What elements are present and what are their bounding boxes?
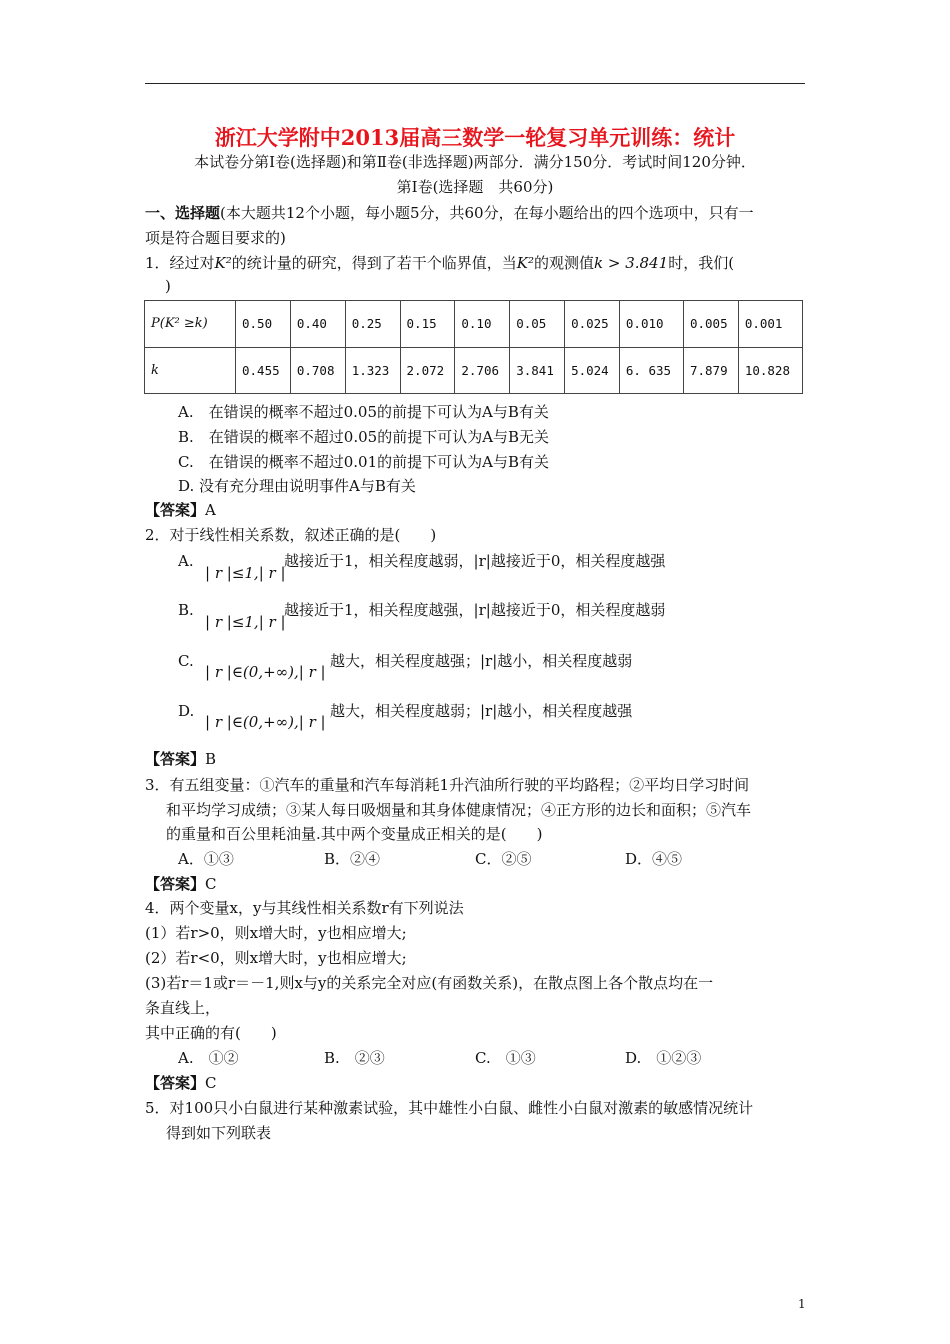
part1-lead: 一、选择题	[145, 204, 221, 222]
answer-value: C	[205, 875, 217, 893]
q1-answer	[145, 500, 216, 520]
section-header: 第Ⅰ卷(选择题 共60分)	[396, 178, 554, 196]
document-title: 浙江大学附中2013届高三数学一轮复习单元训练：统计	[214, 125, 736, 150]
answer-label: 【答案】	[145, 1074, 206, 1092]
q4-line-3: (2）若r<0，则x增大时，y也相应增大;	[145, 949, 407, 967]
q2-answer	[145, 749, 216, 769]
q4-line-4: (3)若r＝1或r＝－1,则x与y的关系完全对应(有函数关系)，在散点图上各个散点均在一	[145, 974, 714, 992]
q1-k2-symbol: K²	[214, 254, 232, 272]
q4-option-c: C. ①③	[475, 1049, 536, 1067]
q3-line-1: 3．有五组变量：①汽车的重量和汽车每消耗1升汽油所行驶的平均路程；②平均日学习时间	[145, 776, 750, 794]
table-cell: 3.841	[510, 347, 565, 394]
q4-option-a: A. ①②	[178, 1049, 239, 1067]
q2-option-b-letter: B.	[178, 601, 194, 619]
q2-option-d-text: 越大，相关程度越弱；|r|越小，相关程度越强	[330, 702, 633, 720]
q2-option-d-letter: D.	[178, 702, 195, 720]
table-cell: 5.024	[565, 347, 620, 394]
table-cell: 0.010	[619, 301, 683, 348]
q5-line-1: 5．对100只小白鼠进行某种激素试验，其中雄性小白鼠、雌性小白鼠对激素的敏感情况统计	[145, 1099, 754, 1117]
table-cell: 0.05	[510, 301, 565, 348]
critical-value-table	[144, 300, 803, 394]
table-row	[145, 301, 803, 348]
table-cell: 0.50	[236, 301, 291, 348]
table-cell: 0.708	[290, 347, 345, 394]
table-cell: 0.25	[345, 301, 400, 348]
part1-text: (本大题共12个小题，每小题5分，共60分，在每小题给出的四个选项中，只有一	[220, 204, 754, 222]
q2-option-c-text: 越大，相关程度越强；|r|越小，相关程度越弱	[330, 652, 633, 670]
q3-option-a: A．①③	[178, 850, 234, 868]
q1-stem-post: 时，我们(	[668, 254, 735, 272]
q4-option-b: B. ②③	[324, 1049, 385, 1067]
answer-label: 【答案】	[145, 875, 206, 893]
table-cell: 1.323	[345, 347, 400, 394]
q2-stem: 2．对于线性相关系数，叙述正确的是( )	[145, 526, 437, 544]
q1-stem-mid: 的统计量的研究，得到了若干个临界值，当	[231, 254, 517, 272]
q1-stem	[145, 253, 734, 273]
q4-line-5: 条直线上，	[145, 999, 221, 1017]
answer-value: B	[205, 750, 217, 768]
q1-option-d: D. 没有充分理由说明事件A与B有关	[178, 477, 416, 495]
answer-value: C	[205, 1074, 217, 1092]
q2-option-a-formula: | r |≤1,| r |	[205, 564, 286, 582]
table-cell: 2.072	[400, 347, 455, 394]
q3-option-b: B．②④	[324, 850, 381, 868]
table-cell: 0.40	[290, 301, 345, 348]
q2-option-b-formula: | r |≤1,| r |	[205, 613, 286, 631]
q2-option-a-letter: A.	[178, 552, 194, 570]
table-cell: 0.001	[738, 301, 802, 348]
table-cell: 6. 635	[619, 347, 683, 394]
q2-option-c-letter: C.	[178, 652, 194, 670]
q5-line-2: 得到如下列联表	[166, 1124, 272, 1142]
q2-option-d-formula: | r |∈(0,+∞),| r |	[205, 713, 326, 731]
q3-option-d: D．④⑤	[625, 850, 683, 868]
q3-option-c: C．②⑤	[475, 850, 532, 868]
table-cell: 7.879	[683, 347, 738, 394]
q4-line-1: 4．两个变量x，y与其线性相关系数r有下列说法	[145, 899, 464, 917]
q1-close-paren: )	[165, 277, 171, 295]
table-cell: 10.828	[738, 347, 802, 394]
header-rule	[145, 83, 805, 84]
part1-text-2: 项是符合题目要求的)	[145, 229, 286, 247]
answer-value: A	[205, 501, 216, 519]
table-cell: 0.455	[236, 347, 291, 394]
q2-option-c-formula: | r |∈(0,+∞),| r |	[205, 663, 326, 681]
q1-option-a: A. 在错误的概率不超过0.05的前提下可认为A与B有关	[178, 403, 549, 421]
table-row	[145, 347, 803, 394]
q4-option-d: D. ①②③	[625, 1049, 702, 1067]
table-cell: 0.15	[400, 301, 455, 348]
answer-label: 【答案】	[145, 750, 206, 768]
table-cell: 0.10	[455, 301, 510, 348]
q1-condition: k > 3.841	[594, 254, 669, 272]
q1-stem-pre: 1．经过对	[145, 254, 215, 272]
q1-option-b: B. 在错误的概率不超过0.05的前提下可认为A与B无关	[178, 428, 550, 446]
table-cell: 0.025	[565, 301, 620, 348]
part1-heading	[145, 203, 754, 223]
table-cell: 2.706	[455, 347, 510, 394]
q4-answer	[145, 1073, 217, 1093]
q1-option-c: C. 在错误的概率不超过0.01的前提下可认为A与B有关	[178, 453, 549, 471]
q2-option-b-text: 越接近于1，相关程度越强，|r|越接近于0，相关程度越弱	[284, 601, 666, 619]
q3-answer	[145, 874, 217, 894]
intro-text: 本试卷分第Ⅰ卷(选择题)和第Ⅱ卷(非选择题)两部分．满分150分．考试时间120分钟．	[194, 153, 756, 171]
q4-line-2: (1）若r>0，则x增大时，y也相应增大;	[145, 924, 407, 942]
q1-k2-symbol-2: K²	[516, 254, 535, 272]
q2-option-a-text: 越接近于1，相关程度越弱，|r|越接近于0，相关程度越强	[284, 552, 666, 570]
q3-line-3: 的重量和百公里耗油量.其中两个变量成正相关的是( )	[166, 825, 543, 843]
q1-stem-mid2: 的观测值	[534, 254, 595, 272]
page-number: 1	[798, 1297, 806, 1311]
table-header-cell: k	[145, 347, 236, 394]
q4-line-6: 其中正确的有( )	[145, 1024, 277, 1042]
q3-line-2: 和平均学习成绩；③某人每日吸烟量和其身体健康情况；④正方形的边长和面积；⑤汽车	[166, 801, 752, 819]
answer-label: 【答案】	[145, 501, 206, 519]
table-header-cell: P(K² ≥k)	[145, 301, 236, 348]
table-cell: 0.005	[683, 301, 738, 348]
